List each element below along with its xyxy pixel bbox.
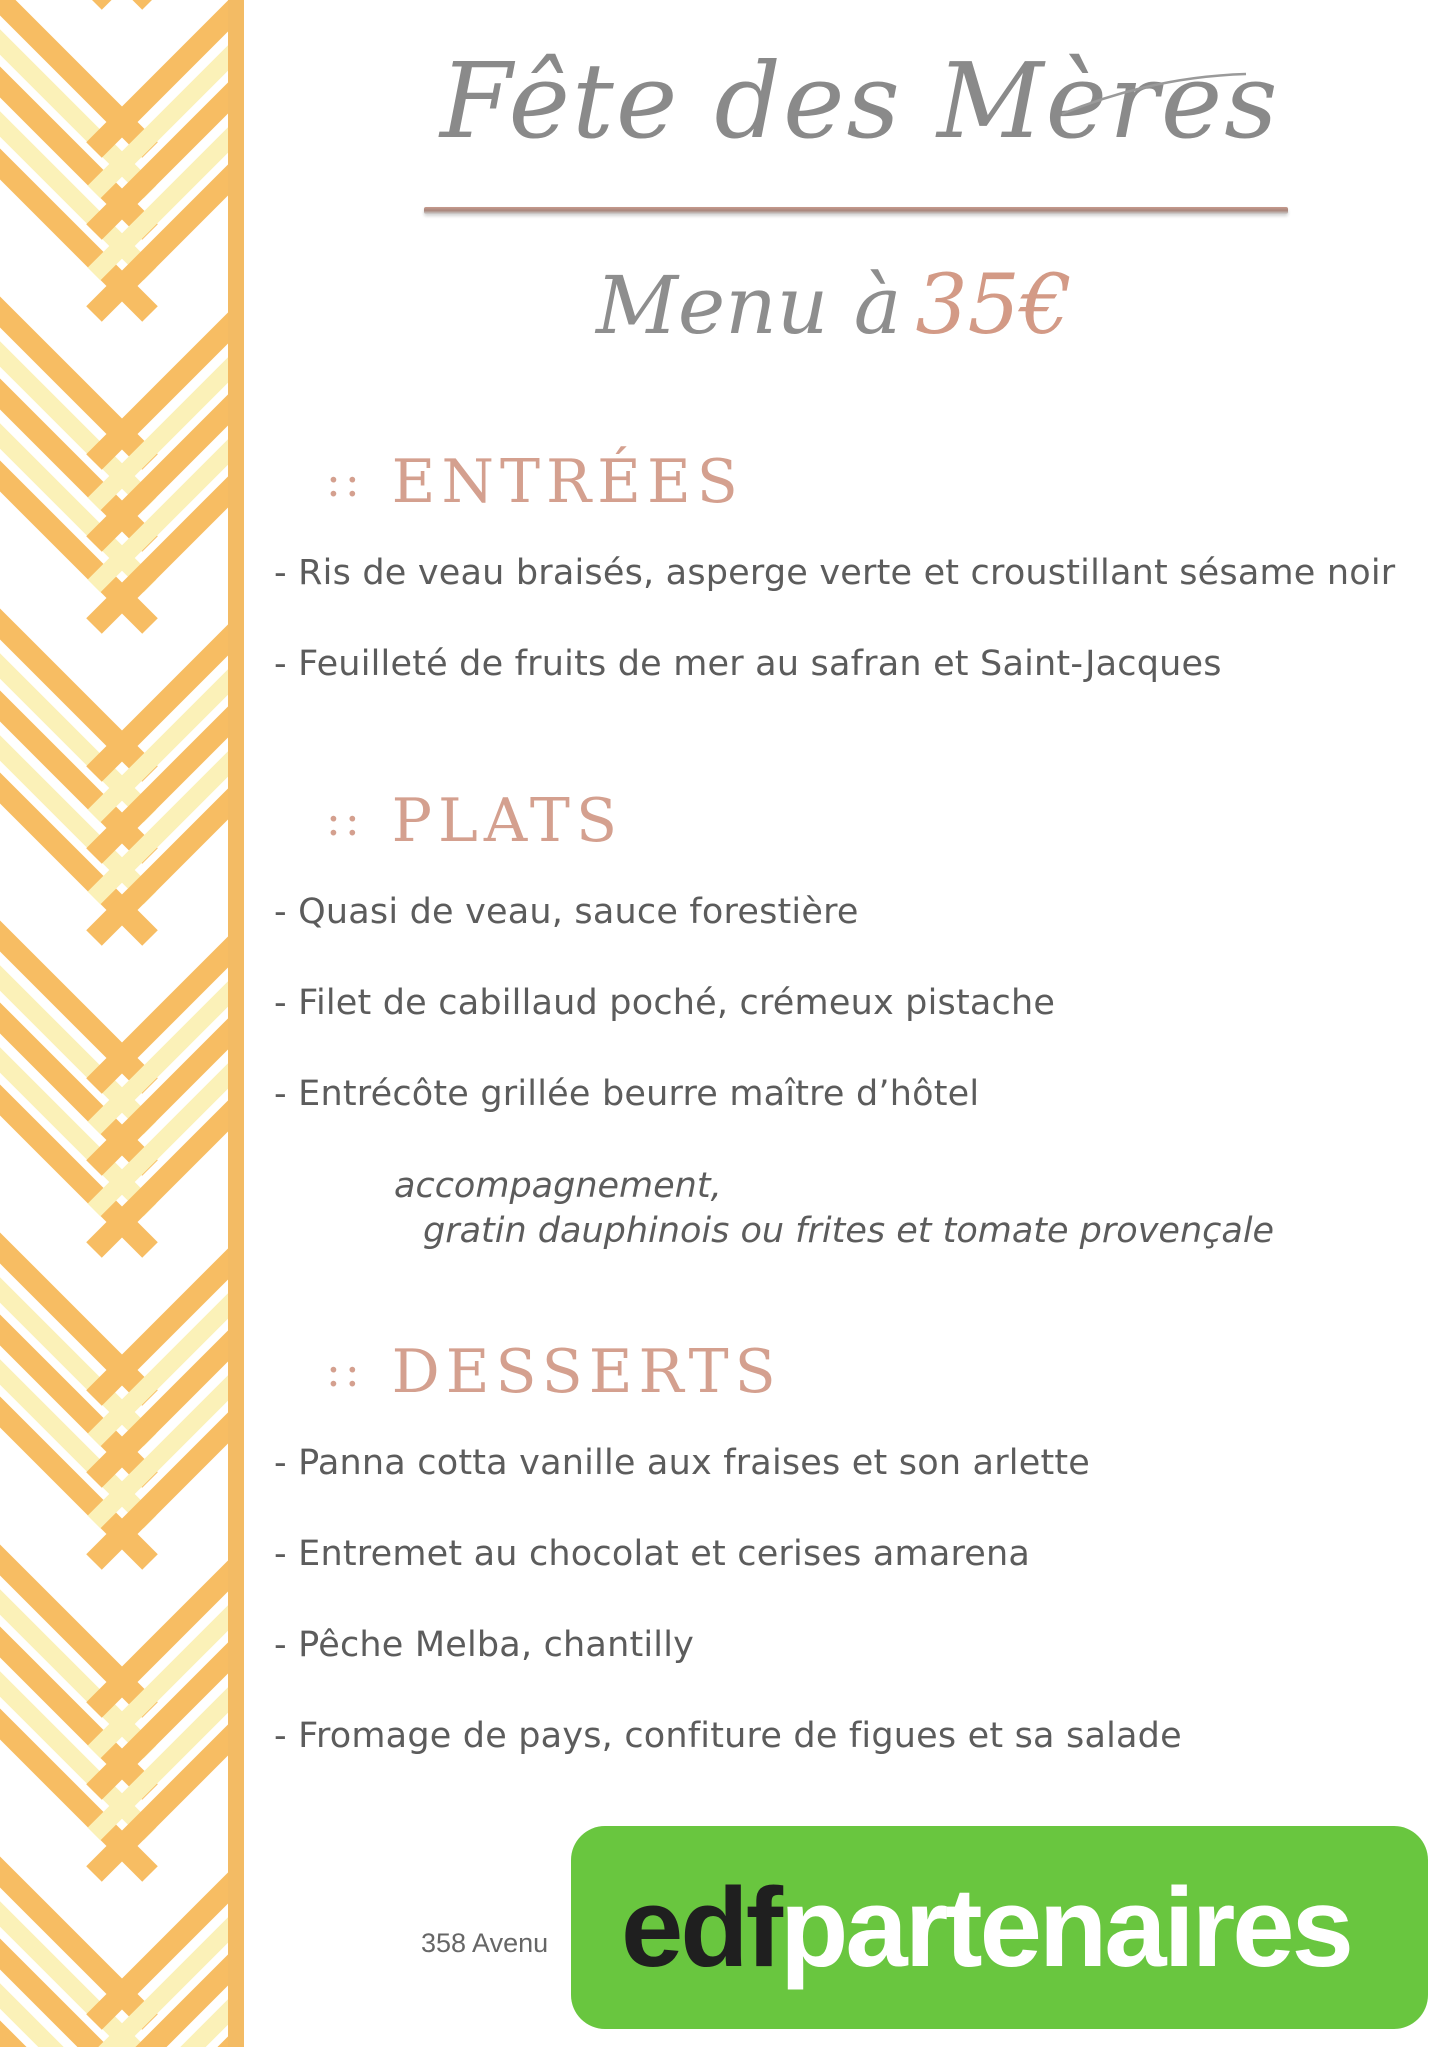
side-dish-note-line: gratin dauphinois ou frites et tomate provençale [423,1211,1275,1251]
menu-item: - Ris de veau braisés, asperge verte et croustillant sésame noir [274,553,1396,593]
menu-item: - Entrécôte grillée beurre maître d’hôtel [274,1074,980,1114]
section-title-text: DESSERTS [391,1337,782,1407]
side-dish-note-line: accompagnement, [394,1166,722,1206]
address-text: 358 Avenu [421,1928,549,1958]
menu-item: - Entremet au chocolat et cerises amarena [274,1534,1031,1574]
banner-brand-light: partenaires [780,1865,1351,1990]
title-swash [1060,70,1250,120]
title-divider [424,207,1288,214]
section-marker: :: [326,795,364,846]
section-marker: :: [326,456,364,507]
section-marker: :: [326,1346,364,1397]
section-title-plats [326,786,623,856]
section-title-text: ENTRÉES [391,447,744,517]
menu-heading [596,258,1072,353]
menu-price: 35€ [915,258,1072,353]
menu-label: Menu à [596,259,902,352]
banner-brand-dark: edf [621,1865,780,1990]
chevron-pattern [0,0,244,2047]
section-title-text: PLATS [391,786,624,856]
menu-item: - Quasi de veau, sauce forestière [274,892,859,932]
section-title-desserts [326,1337,782,1407]
edf-partenaires-banner [571,1826,1428,2029]
menu-item: - Filet de cabillaud poché, crémeux pistache [274,983,1056,1023]
menu-item: - Pêche Melba, chantilly [274,1625,695,1665]
menu-item: - Fromage de pays, confiture de figues et sa salade [274,1716,1182,1756]
section-title-entrees [326,447,744,517]
page-title: Fête des Mères [440,40,1280,162]
menu-item: - Feuilleté de fruits de mer au safran et Saint-Jacques [274,644,1222,684]
menu-item: - Panna cotta vanille aux fraises et son arlette [274,1443,1091,1483]
